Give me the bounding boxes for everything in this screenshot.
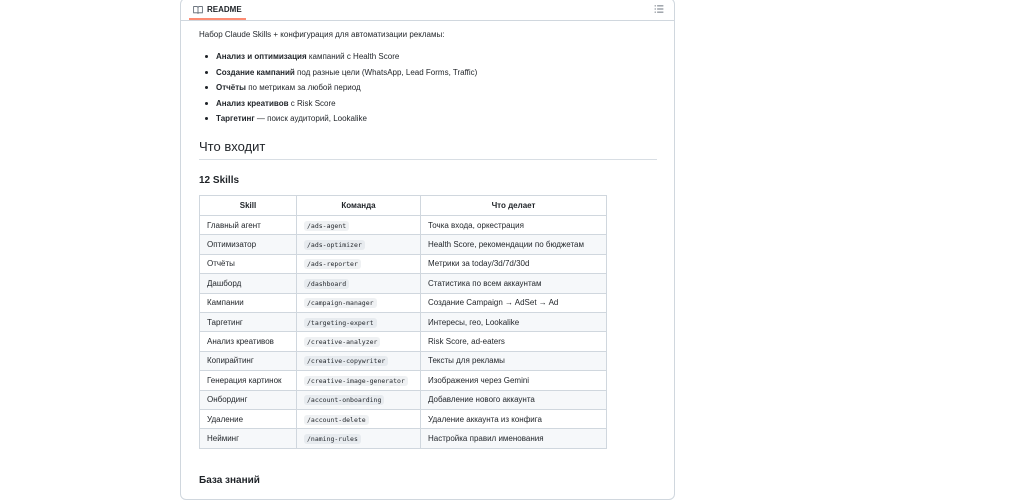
command-cell: [297, 390, 421, 409]
intro-text: Набор Claude Skills + конфигурация для автоматизации рекламы:: [199, 30, 445, 39]
knowledge-base-heading: База знаний: [199, 475, 260, 486]
command-code: /creative-image-generator: [304, 376, 408, 386]
feature-text: — поиск аудиторий, Lookalike: [254, 114, 368, 123]
command-code: /ads-reporter: [304, 259, 361, 269]
skills-table: [199, 195, 607, 449]
book-icon: [193, 5, 203, 15]
readme-header: [181, 0, 674, 21]
feature-bold: Таргетинг: [216, 114, 255, 123]
command-cell: [297, 371, 421, 390]
feature-bold: Анализ креативов: [216, 98, 289, 108]
skill-cell: Дашборд: [200, 274, 297, 293]
command-code: /naming-rules: [304, 434, 361, 444]
description-cell: Health Score, рекомендации по бюджетам: [421, 235, 607, 254]
feature-list: [199, 51, 477, 129]
feature-bold: Анализ и оптимизация: [216, 52, 307, 61]
table-row: [200, 254, 607, 273]
feature-text: по метрикам за любой период: [245, 83, 361, 92]
readme-tab-label: README: [207, 5, 242, 14]
command-cell: [297, 351, 421, 370]
command-cell: [297, 254, 421, 273]
table-header-row: [200, 196, 607, 216]
command-cell: [297, 293, 421, 312]
description-cell: Статистика по всем аккаунтам: [421, 274, 607, 293]
command-cell: [297, 429, 421, 448]
table-row: [200, 293, 607, 312]
skill-cell: Главный агент: [200, 216, 297, 235]
table-row: [200, 235, 607, 254]
description-cell: Метрики за today/3d/7d/30d: [421, 254, 607, 273]
table-row: [200, 390, 607, 409]
readme-panel: [180, 0, 675, 500]
command-cell: [297, 216, 421, 235]
skill-cell: Оптимизатор: [200, 235, 297, 254]
command-code: /ads-optimizer: [304, 240, 365, 250]
feature-text: под разные цели (WhatsApp, Lead Forms, Traffic): [294, 67, 478, 77]
column-header: Команда: [297, 196, 421, 216]
command-code: /ads-agent: [304, 221, 349, 231]
list-item: [199, 113, 477, 129]
skill-cell: Кампании: [200, 293, 297, 312]
list-item: [199, 82, 477, 98]
list-item: [199, 67, 477, 83]
heading-divider: [199, 159, 657, 160]
table-row: [200, 351, 607, 370]
section-heading: Что входит: [199, 139, 266, 154]
description-cell: Добавление нового аккаунта: [421, 390, 607, 409]
command-cell: [297, 274, 421, 293]
command-cell: [297, 409, 421, 428]
command-code: /campaign-manager: [304, 298, 377, 308]
table-row: [200, 409, 607, 428]
command-cell: [297, 332, 421, 351]
command-code: /creative-copywriter: [304, 356, 388, 366]
command-cell: [297, 312, 421, 331]
list-item: [199, 51, 477, 67]
feature-bold: Отчёты: [216, 83, 246, 92]
command-code: /account-delete: [304, 415, 369, 425]
description-cell: Изображения через Gemini: [421, 371, 607, 390]
table-row: [200, 312, 607, 331]
skill-cell: Нейминг: [200, 429, 297, 448]
description-cell: Тексты для рекламы: [421, 351, 607, 370]
description-cell: Удаление аккаунта из конфига: [421, 409, 607, 428]
description-cell: Точка входа, оркестрация: [421, 216, 607, 235]
table-row: [200, 274, 607, 293]
skill-cell: Копирайтинг: [200, 351, 297, 370]
command-code: /creative-analyzer: [304, 337, 380, 347]
command-code: /targeting-expert: [304, 318, 377, 328]
skill-cell: Онбординг: [200, 390, 297, 409]
skill-cell: Анализ креативов: [200, 332, 297, 351]
description-cell: Интересы, гео, Lookalike: [421, 312, 607, 331]
readme-tab[interactable]: [189, 1, 246, 20]
command-code: /account-onboarding: [304, 395, 384, 405]
skill-cell: Генерация картинок: [200, 371, 297, 390]
skill-cell: Удаление: [200, 409, 297, 428]
feature-text: кампаний с Health Score: [306, 52, 400, 61]
list-item: [199, 98, 477, 114]
column-header: Что делает: [421, 196, 607, 216]
description-cell: Создание Campaign → AdSet → Ad: [421, 293, 607, 312]
feature-text: с Risk Score: [288, 98, 336, 108]
description-cell: Risk Score, ad-eaters: [421, 332, 607, 351]
description-cell: Настройка правил именования: [421, 429, 607, 448]
skills-heading: 12 Skills: [199, 175, 240, 186]
command-code: /dashboard: [304, 279, 349, 289]
command-cell: [297, 235, 421, 254]
table-row: [200, 371, 607, 390]
table-row: [200, 216, 607, 235]
list-icon[interactable]: [654, 4, 664, 14]
table-row: [200, 332, 607, 351]
skill-cell: Отчёты: [200, 254, 297, 273]
column-header: Skill: [200, 196, 297, 216]
feature-bold: Создание кампаний: [216, 67, 295, 77]
skill-cell: Таргетинг: [200, 312, 297, 331]
table-row: [200, 429, 607, 448]
